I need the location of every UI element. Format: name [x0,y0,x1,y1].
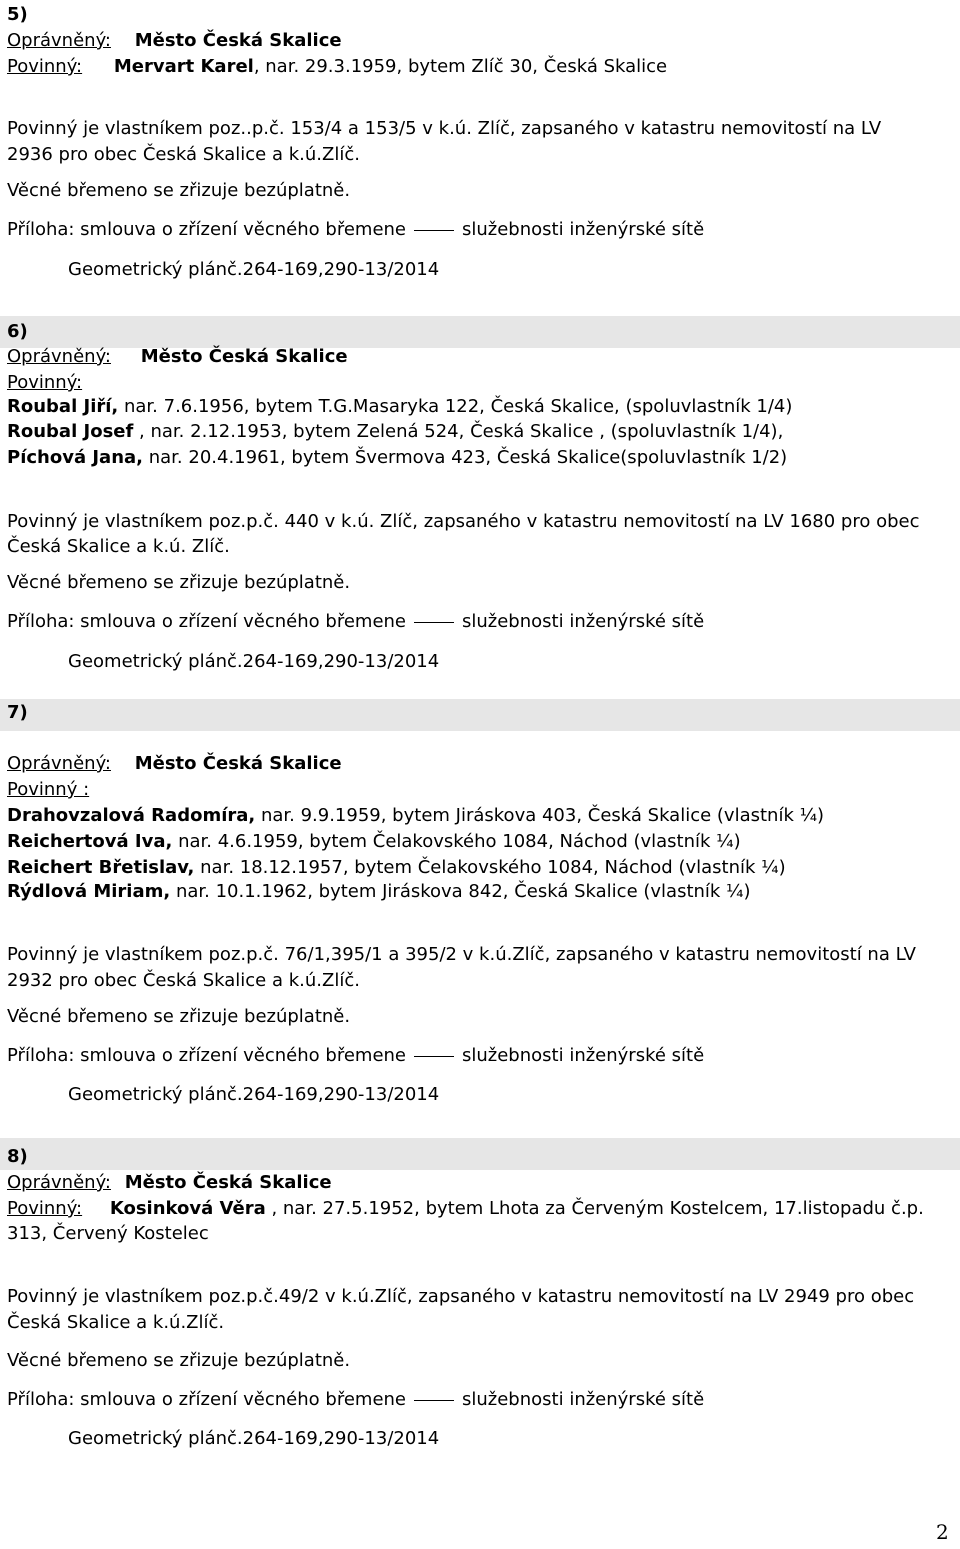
beneficiary-name: Město Česká Skalice [134,30,342,51]
dash-divider [414,1400,454,1401]
owner-row [7,831,741,852]
owner-name: Reichertová Iva, [7,831,173,852]
section-band [0,1138,960,1170]
attachment-row [7,1389,704,1410]
obligor-details: , nar. 27.5.1952, bytem Lhota za Červeným Kostelcem, 17.listopadu č.p. [265,1198,924,1219]
dash-divider [414,230,454,231]
obligor-name: Kosinková Věra [109,1198,266,1219]
section-number: 8) [7,1146,28,1167]
obligor-label-row [7,779,89,800]
obligor-row [7,1198,924,1219]
dash-divider [414,1056,454,1057]
obligor-label: Povinný : [7,779,90,800]
obligor-label: Povinný: [7,56,83,77]
easement-note: Věcné břemeno se zřizuje bezúplatně. [7,180,351,201]
obligor-label: Povinný: [7,372,83,393]
owner-details: nar. 9.9.1959, bytem Jiráskova 403, Česká Skalice (vlastník ¼) [255,805,825,826]
attachment-row [7,611,704,632]
co-owner-details: , nar. 2.12.1953, bytem Zelená 524, Česká Skalice , (spoluvlastník 1/4), [133,421,784,442]
attachment-subject: služebnosti inženýrské sítě [462,1389,705,1410]
obligor-label-row [7,372,82,393]
attachment-text: Příloha: smlouva o zřízení věcného břemene [7,1045,406,1066]
page-number: 2 [936,1520,949,1544]
owner-details: nar. 18.12.1957, bytem Čelakovského 1084, Náchod (vlastník ¼) [194,857,786,878]
attachment-row [7,219,704,240]
geometric-plan: Geometrický plánč.264-169,290-13/2014 [68,1084,440,1105]
ownership-text: Povinný je vlastníkem poz.p.č.49/2 v k.ú.Zlíč, zapsaného v katastru nemovitostí na LV 2949 pro obec [7,1286,915,1307]
attachment-text: Příloha: smlouva o zřízení věcného břemene [7,219,406,240]
obligor-details-cont: 313, Červený Kostelec [7,1223,209,1244]
owner-row [7,857,786,878]
ownership-text-cont: 2936 pro obec Česká Skalice a k.ú.Zlíč. [7,144,360,165]
co-owner-row [7,396,792,417]
ownership-text: Povinný je vlastníkem poz.p.č. 76/1,395/1 a 395/2 v k.ú.Zlíč, zapsaného v katastru nemovitostí na LV [7,944,916,965]
beneficiary-label: Oprávněný: [7,346,111,367]
ownership-text: Povinný je vlastníkem poz.p.č. 440 v k.ú. Zlíč, zapsaného v katastru nemovitostí na LV 1680 pro obec [7,511,920,532]
section-number: 6) [7,321,28,342]
owner-row [7,805,824,826]
beneficiary-label: Oprávněný: [7,753,111,774]
beneficiary-label: Oprávněný: [7,30,111,51]
obligor-details: , nar. 29.3.1959, bytem Zlíč 30, Česká Skalice [253,56,668,77]
attachment-text: Příloha: smlouva o zřízení věcného břemene [7,1389,406,1410]
co-owner-details: nar. 20.4.1961, bytem Švermova 423, Česká Skalice(spoluvlastník 1/2) [143,447,788,468]
owner-name: Rýdlová Miriam, [7,881,171,902]
co-owner-name: Píchová Jana, [7,447,144,468]
attachment-subject: služebnosti inženýrské sítě [462,219,705,240]
ownership-text-cont: 2932 pro obec Česká Skalice a k.ú.Zlíč. [7,970,360,991]
obligor-label: Povinný: [7,1198,83,1219]
attachment-subject: služebnosti inženýrské sítě [462,611,705,632]
easement-note: Věcné břemeno se zřizuje bezúplatně. [7,1006,351,1027]
owner-row [7,881,751,902]
geometric-plan: Geometrický plánč.264-169,290-13/2014 [68,259,440,280]
owner-name: Drahovzalová Radomíra, [7,805,256,826]
section-band [0,699,960,731]
geometric-plan: Geometrický plánč.264-169,290-13/2014 [68,1428,440,1449]
beneficiary-name: Město Česká Skalice [124,1172,332,1193]
owner-details: nar. 4.6.1959, bytem Čelakovského 1084, Náchod (vlastník ¼) [172,831,741,852]
owner-name: Reichert Břetislav, [7,857,195,878]
co-owner-details: nar. 7.6.1956, bytem T.G.Masaryka 122, Česká Skalice, (spoluvlastník 1/4) [118,396,793,417]
ownership-text-cont: Česká Skalice a k.ú.Zlíč. [7,1312,225,1333]
owner-details: nar. 10.1.1962, bytem Jiráskova 842, Česká Skalice (vlastník ¼) [170,881,751,902]
co-owner-row [7,421,783,442]
beneficiary-row [7,753,342,774]
ownership-text: Povinný je vlastníkem poz..p.č. 153/4 a 153/5 v k.ú. Zlíč, zapsaného v katastru nemovitostí na LV [7,118,882,139]
beneficiary-label: Oprávněný: [7,1172,111,1193]
easement-note: Věcné břemeno se zřizuje bezúplatně. [7,1350,351,1371]
beneficiary-row [7,346,348,367]
obligor-row [7,56,667,77]
obligor-name: Mervart Karel [113,56,254,77]
attachment-row [7,1045,704,1066]
ownership-text-cont: Česká Skalice a k.ú. Zlíč. [7,536,230,557]
beneficiary-name: Město Česká Skalice [140,346,348,367]
beneficiary-name: Město Česká Skalice [134,753,342,774]
co-owner-row [7,447,787,468]
beneficiary-row [7,30,342,51]
section-band [0,316,960,348]
beneficiary-row [7,1172,332,1193]
co-owner-name: Roubal Jiří, [7,396,119,417]
section-number: 5) [7,4,28,25]
section-number: 7) [7,702,28,723]
attachment-subject: služebnosti inženýrské sítě [462,1045,705,1066]
attachment-text: Příloha: smlouva o zřízení věcného břemene [7,611,406,632]
geometric-plan: Geometrický plánč.264-169,290-13/2014 [68,651,440,672]
dash-divider [414,622,454,623]
easement-note: Věcné břemeno se zřizuje bezúplatně. [7,572,351,593]
co-owner-name: Roubal Josef [7,421,134,442]
